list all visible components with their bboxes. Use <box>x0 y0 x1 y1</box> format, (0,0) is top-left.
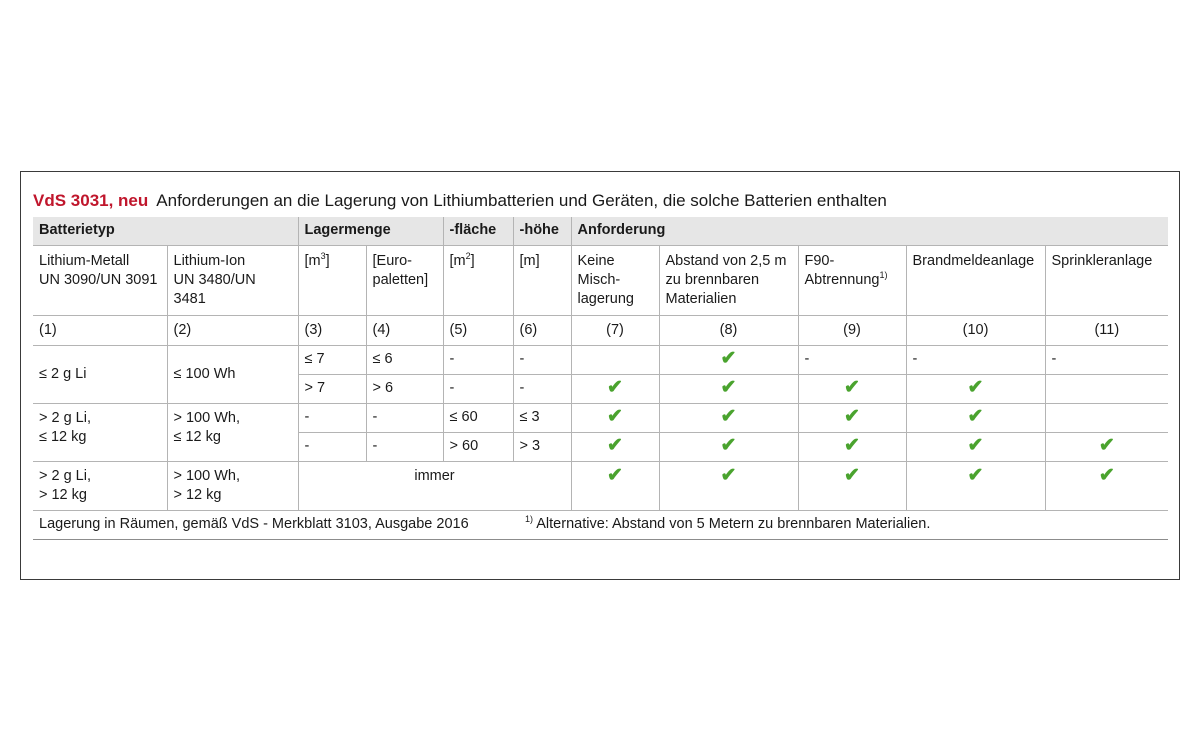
col-distance-line1: Abstand von 2,5 m <box>665 252 787 269</box>
check-icon: ✔ <box>720 348 737 369</box>
cell-m3: - <box>298 432 366 461</box>
header-storage-amount: Lagermenge <box>298 217 443 245</box>
col-number: (6) <box>513 315 571 345</box>
col-m2-prefix: [m <box>449 252 466 269</box>
col-sprinkler: Sprinkleranlage <box>1045 245 1168 315</box>
col-number: (7) <box>571 315 659 345</box>
col-m2-suffix: ] <box>470 252 475 269</box>
cell-area: > 60 <box>443 432 513 461</box>
footer-right <box>525 515 930 534</box>
col-number: (9) <box>798 315 906 345</box>
cell-euro: - <box>366 432 443 461</box>
col-lithium-ion-line1: Lithium-Ion <box>173 252 246 269</box>
footer-left: Lagerung in Räumen, gemäß VdS - Merkblatt 3103, Ausgabe 2016 <box>39 516 469 532</box>
check-icon: ✔ <box>1098 435 1115 456</box>
col-number: (11) <box>1045 315 1168 345</box>
cell-metal: ≤ 2 g Li <box>33 345 167 403</box>
header-requirement: Anforderung <box>571 217 1168 245</box>
cell-distance <box>659 461 798 510</box>
header-row-groups <box>33 217 1168 245</box>
cell-distance <box>659 374 798 403</box>
header-row-numbers <box>33 315 1168 345</box>
col-distance <box>659 245 798 315</box>
cell-sprinkler: - <box>1045 345 1168 374</box>
cell-ion-line1: > 100 Wh, <box>173 467 240 484</box>
check-icon: ✔ <box>844 464 860 486</box>
col-m3-suffix: ] <box>325 252 330 269</box>
cell-ion: ≤ 100 Wh <box>167 345 298 403</box>
col-m3 <box>298 245 366 315</box>
cell-area: - <box>443 374 513 403</box>
check-icon: ✔ <box>967 435 984 456</box>
col-lithium-metal-line1: Lithium-Metall <box>39 252 130 269</box>
cell-height: > 3 <box>513 432 571 461</box>
cell-always: immer <box>298 461 571 510</box>
col-fire-alarm: Brandmeldeanlage <box>906 245 1045 315</box>
check-icon: ✔ <box>720 406 737 427</box>
cell-f90 <box>798 432 906 461</box>
check-icon: ✔ <box>967 406 984 427</box>
cell-ion <box>167 403 298 461</box>
col-number: (3) <box>298 315 366 345</box>
cell-no-mixed <box>571 461 659 510</box>
cell-area: ≤ 60 <box>443 403 513 432</box>
col-number: (10) <box>906 315 1045 345</box>
cell-metal-line1: > 2 g Li, <box>39 409 91 426</box>
cell-sprinkler <box>1045 374 1168 403</box>
footer-cell <box>33 510 1168 539</box>
cell-metal <box>33 461 167 510</box>
check-icon: ✔ <box>967 464 984 486</box>
footer-row <box>33 510 1168 539</box>
cell-m3: - <box>298 403 366 432</box>
cell-f90 <box>798 403 906 432</box>
table-row <box>33 461 1168 510</box>
col-no-mixed-line2: Misch- <box>577 271 621 288</box>
header-battery-type: Batterietyp <box>33 217 298 245</box>
check-icon: ✔ <box>607 406 623 427</box>
col-lithium-ion-line2: UN 3480/UN 3481 <box>173 271 256 307</box>
cell-sprinkler <box>1045 461 1168 510</box>
cell-distance <box>659 403 798 432</box>
header-height: -höhe <box>513 217 571 245</box>
col-no-mixed-line3: lagerung <box>577 290 634 307</box>
check-icon: ✔ <box>844 435 860 456</box>
table-title <box>33 191 887 211</box>
check-icon: ✔ <box>607 435 623 456</box>
col-number: (2) <box>167 315 298 345</box>
cell-euro: - <box>366 403 443 432</box>
check-icon: ✔ <box>720 377 737 398</box>
col-f90-line1: F90- <box>804 252 835 269</box>
cell-f90 <box>798 374 906 403</box>
col-m: [m] <box>513 245 571 315</box>
cell-f90: - <box>798 345 906 374</box>
cell-metal-line2: > 12 kg <box>39 486 87 503</box>
cell-no-mixed <box>571 403 659 432</box>
cell-area: - <box>443 345 513 374</box>
cell-fire-alarm <box>906 461 1045 510</box>
title-brand: VdS 3031, neu <box>33 191 149 210</box>
col-number: (8) <box>659 315 798 345</box>
cell-metal-line1: > 2 g Li, <box>39 467 91 484</box>
col-number: (1) <box>33 315 167 345</box>
check-icon: ✔ <box>844 377 860 398</box>
col-no-mixed-line1: Keine <box>577 252 615 269</box>
col-f90-line2: Abtrennung <box>804 271 880 288</box>
cell-no-mixed <box>571 345 659 374</box>
cell-metal <box>33 403 167 461</box>
col-distance-line2: zu brennbaren <box>665 271 760 288</box>
col-lithium-metal-line2: UN 3090/UN 3091 <box>39 271 158 288</box>
check-icon: ✔ <box>607 464 623 486</box>
col-distance-line3: Materialien <box>665 290 737 307</box>
cell-euro: ≤ 6 <box>366 345 443 374</box>
cell-distance <box>659 345 798 374</box>
check-icon: ✔ <box>720 435 737 456</box>
cell-no-mixed <box>571 374 659 403</box>
footer-right-text: Alternative: Abstand von 5 Metern zu brennbaren Materialien. <box>536 516 931 532</box>
cell-ion <box>167 461 298 510</box>
cell-euro: > 6 <box>366 374 443 403</box>
cell-ion-line2: > 12 kg <box>173 486 222 503</box>
cell-fire-alarm: - <box>906 345 1045 374</box>
col-number: (4) <box>366 315 443 345</box>
col-f90 <box>798 245 906 315</box>
cell-no-mixed <box>571 432 659 461</box>
col-europaletten <box>366 245 443 315</box>
table-row <box>33 345 1168 374</box>
col-m3-prefix: [m <box>304 252 321 269</box>
header-area: -fläche <box>443 217 513 245</box>
col-no-mixed-storage <box>571 245 659 315</box>
cell-height: - <box>513 345 571 374</box>
cell-distance <box>659 432 798 461</box>
cell-height: ≤ 3 <box>513 403 571 432</box>
cell-metal-line2: ≤ 12 kg <box>39 428 87 445</box>
cell-sprinkler <box>1045 403 1168 432</box>
cell-m3: ≤ 7 <box>298 345 366 374</box>
col-f90-sup: 1) <box>879 269 888 280</box>
cell-sprinkler <box>1045 432 1168 461</box>
cell-fire-alarm <box>906 374 1045 403</box>
check-icon: ✔ <box>1098 464 1115 486</box>
table-row <box>33 403 1168 432</box>
cell-height: - <box>513 374 571 403</box>
cell-fire-alarm <box>906 403 1045 432</box>
check-icon: ✔ <box>607 377 623 398</box>
col-m2 <box>443 245 513 315</box>
col-euro-line2: paletten] <box>372 271 429 288</box>
cell-fire-alarm <box>906 432 1045 461</box>
col-lithium-ion <box>167 245 298 315</box>
col-lithium-metal <box>33 245 167 315</box>
check-icon: ✔ <box>720 464 737 486</box>
col-number: (5) <box>443 315 513 345</box>
cell-f90 <box>798 461 906 510</box>
col-m2-sup: 2 <box>465 250 471 261</box>
col-euro-line1: [Euro- <box>372 252 412 269</box>
check-icon: ✔ <box>967 377 984 398</box>
footer-right-sup: 1) <box>525 514 534 525</box>
title-text: Anforderungen an die Lagerung von Lithiumbatterien und Geräten, die solche Batterien enthalten <box>156 191 887 210</box>
cell-m3: > 7 <box>298 374 366 403</box>
header-row-columns <box>33 245 1168 315</box>
cell-ion-line2: ≤ 12 kg <box>173 428 221 445</box>
requirements-table <box>33 217 1168 540</box>
cell-ion-line1: > 100 Wh, <box>173 409 240 426</box>
col-m3-sup: 3 <box>320 250 326 261</box>
check-icon: ✔ <box>844 406 860 427</box>
